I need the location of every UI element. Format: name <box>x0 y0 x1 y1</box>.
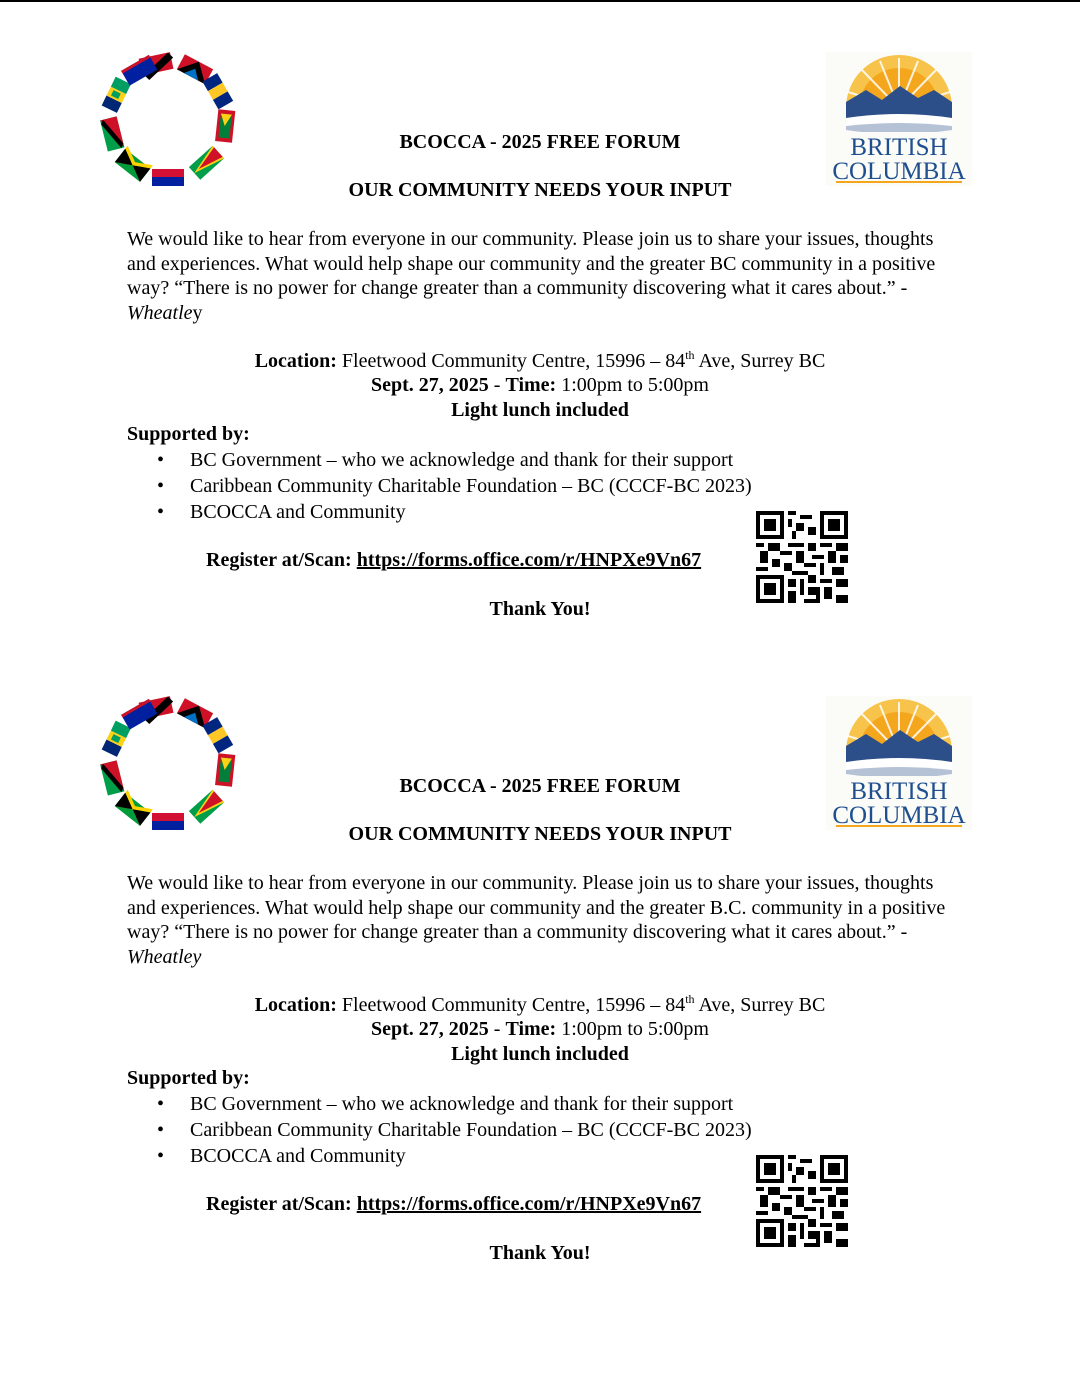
caribbean-flags-ring-logo <box>98 694 238 834</box>
location-address-end: Ave, Surrey BC <box>694 994 826 1016</box>
intro-paragraph <box>127 227 967 325</box>
date-separator: - <box>488 374 506 396</box>
flyer-bottom <box>0 644 1080 1288</box>
forum-subtitle: OUR COMMUNITY NEEDS YOUR INPUT <box>348 179 732 201</box>
forum-title: BCOCCA - 2025 FREE FORUM <box>399 775 681 797</box>
quote-author: Wheatle <box>127 301 193 324</box>
register-label: Register at/Scan: <box>206 1193 357 1215</box>
list-item: • BC Government – who we acknowledge and thank for their support <box>157 448 752 474</box>
event-location <box>0 993 1080 1017</box>
register-line <box>206 548 701 572</box>
location-ordinal: th <box>685 992 695 1006</box>
british-columbia-logo <box>826 52 972 186</box>
list-item: • BCOCCA and Community <box>157 500 752 526</box>
list-item: • BC Government – who we acknowledge and thank for their support <box>157 1092 752 1118</box>
bc-logo-line-2: COLUMBIA <box>832 802 966 829</box>
supporters-list <box>157 1092 752 1170</box>
supported-by-heading: Supported by: <box>127 1067 250 1089</box>
register-line <box>206 1192 701 1216</box>
qr-code[interactable] <box>756 511 848 603</box>
event-datetime <box>0 373 1080 397</box>
flyer-top <box>0 0 1080 644</box>
event-date: Sept. 27, 2025 <box>371 1018 489 1040</box>
register-label: Register at/Scan: <box>206 549 357 571</box>
intro-text: We would like to hear from everyone in our community. Please join us to share your issues, thoughts and experiences. What would help shape our community and the greater B.C. community in a positive way? “There is no power for change greater than a community discovering what it cares about.” - <box>127 872 946 943</box>
forum-subtitle: OUR COMMUNITY NEEDS YOUR INPUT <box>348 823 732 845</box>
location-address: Fleetwood Community Centre, 15996 – 84 <box>336 994 686 1016</box>
thank-you: Thank You! <box>489 1242 591 1264</box>
quote-author: Wheatley <box>127 945 202 968</box>
location-address: Fleetwood Community Centre, 15996 – 84 <box>336 350 686 372</box>
register-link[interactable]: https://forms.office.com/r/HNPXe9Vn67 <box>356 1193 702 1215</box>
list-item: • BCOCCA and Community <box>157 1144 752 1170</box>
quote-author-end: y <box>192 301 203 324</box>
event-date: Sept. 27, 2025 <box>371 374 489 396</box>
location-ordinal: th <box>685 348 695 362</box>
bc-logo-line-2: COLUMBIA <box>832 158 966 185</box>
supporters-list <box>157 448 752 526</box>
bc-logo-line-1: BRITISH <box>850 134 948 161</box>
location-label: Location: <box>254 994 337 1016</box>
date-separator: - <box>488 1018 506 1040</box>
lunch-note: Light lunch included <box>451 399 629 421</box>
event-time: 1:00pm to 5:00pm <box>556 1018 709 1040</box>
time-label: Time: <box>505 374 557 396</box>
supported-by-heading: Supported by: <box>127 423 250 445</box>
lunch-note: Light lunch included <box>451 1043 629 1065</box>
event-datetime <box>0 1017 1080 1041</box>
qr-code[interactable] <box>756 1155 848 1247</box>
bc-logo-line-1: BRITISH <box>850 778 948 805</box>
location-label: Location: <box>254 350 337 372</box>
event-location <box>0 349 1080 373</box>
list-item: • Caribbean Community Charitable Foundation – BC (CCCF-BC 2023) <box>157 1118 752 1144</box>
intro-text: We would like to hear from everyone in our community. Please join us to share your issues, thoughts and experiences. What would help shape our community and the greater BC community in a positive way? “There is no power for change greater than a community discovering what it cares about.” - <box>127 228 936 299</box>
british-columbia-logo <box>826 696 972 830</box>
register-link[interactable]: https://forms.office.com/r/HNPXe9Vn67 <box>356 549 702 571</box>
thank-you: Thank You! <box>489 598 591 620</box>
forum-title: BCOCCA - 2025 FREE FORUM <box>399 131 681 153</box>
caribbean-flags-ring-logo <box>98 50 238 190</box>
location-address-end: Ave, Surrey BC <box>694 350 826 372</box>
time-label: Time: <box>505 1018 557 1040</box>
event-time: 1:00pm to 5:00pm <box>556 374 709 396</box>
intro-paragraph <box>127 871 967 969</box>
list-item: • Caribbean Community Charitable Foundation – BC (CCCF-BC 2023) <box>157 474 752 500</box>
